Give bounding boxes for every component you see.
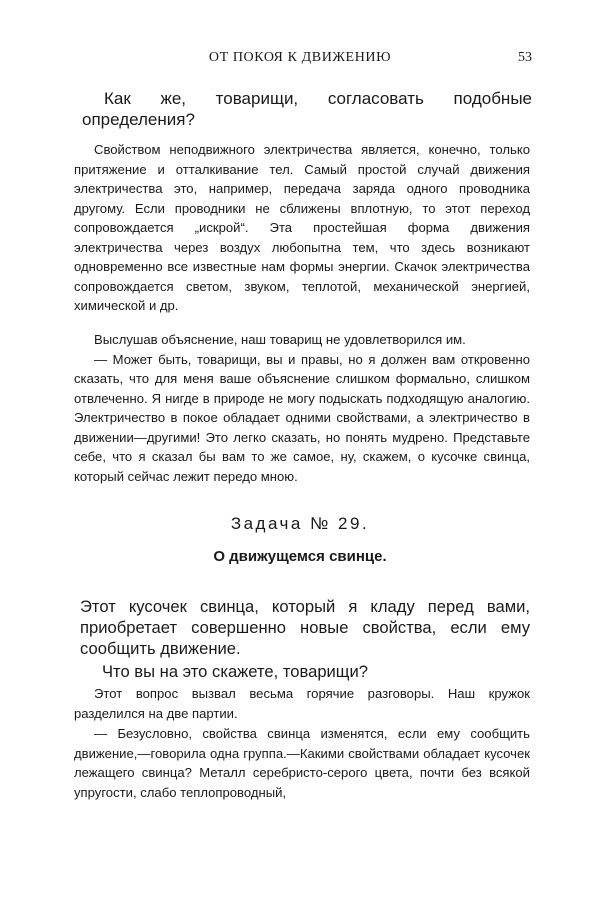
discussion-block <box>74 684 530 802</box>
paragraph: Этот вопрос вызвал весьма горячие разговоры. Наш кружок разделился на две партии. <box>74 686 530 721</box>
paragraph: — Может быть, товарищи, вы и правы, но я должен вам откровенно сказать, что для меня ваше объяснение слишком формально, слишком отвлеченно. Я нигде в природе не могу подыскать подходящую аналогию. Электричество в покое обладает одними свойствами, а электричество в движении—другими! Это легко сказать, но понять мудрено. Представьте себе, что я сказал бы вам то же самое, ну, скажем, о кусочке свинца, который сейчас лежит передо мною. <box>74 351 530 484</box>
task-heading: Задача № 29. <box>230 514 370 533</box>
task-question-line: Этот кусочек свинца, который я кладу перед вами, приобретает совершенно новые свойства, если ему сообщить движение. <box>80 597 530 658</box>
task-subheading: О движущемся свинце. <box>213 548 387 565</box>
page-number: 53 <box>518 50 532 65</box>
paragraph: Свойством неподвижного электричества является, конечно, только притяжение и отталкивание тел. Самый простой случай движения электричества это, например, передача заряда одного проводника другому. Если проводники не сближены вплотную, то этот переход сопровождается „искрой“. Эта простейшая форма движения электричества через воздух любопытна тем, что здесь возникают одновременно все известные нам формы энергии. Скачок электричества сопровождается светом, звуком, теплотой, механической энергией, химической и др. <box>74 142 530 313</box>
running-header <box>0 50 600 70</box>
paragraph: Выслушав объяснение, наш товарищ не удовлетворился им. <box>94 332 466 347</box>
task-question <box>80 596 530 682</box>
dialogue-block <box>74 330 530 486</box>
question-text: Как же, товарищи, согласовать подобные определения? <box>82 89 532 129</box>
paragraph: — Безусловно, свойства свинца изменятся, если ему сообщить движение,—говорила одна группа.—Какими свойствами обладает кусочек лежащего свинца? Металл серебристо-серого цвета, почти без всякой упругости, слабо теплопроводный, <box>74 726 530 800</box>
running-title: ОТ ПОКОЯ К ДВИЖЕНИЮ <box>208 50 392 65</box>
explanation-block <box>74 140 530 316</box>
task-question-line: Что вы на это скажете, товарищи? <box>102 662 368 681</box>
